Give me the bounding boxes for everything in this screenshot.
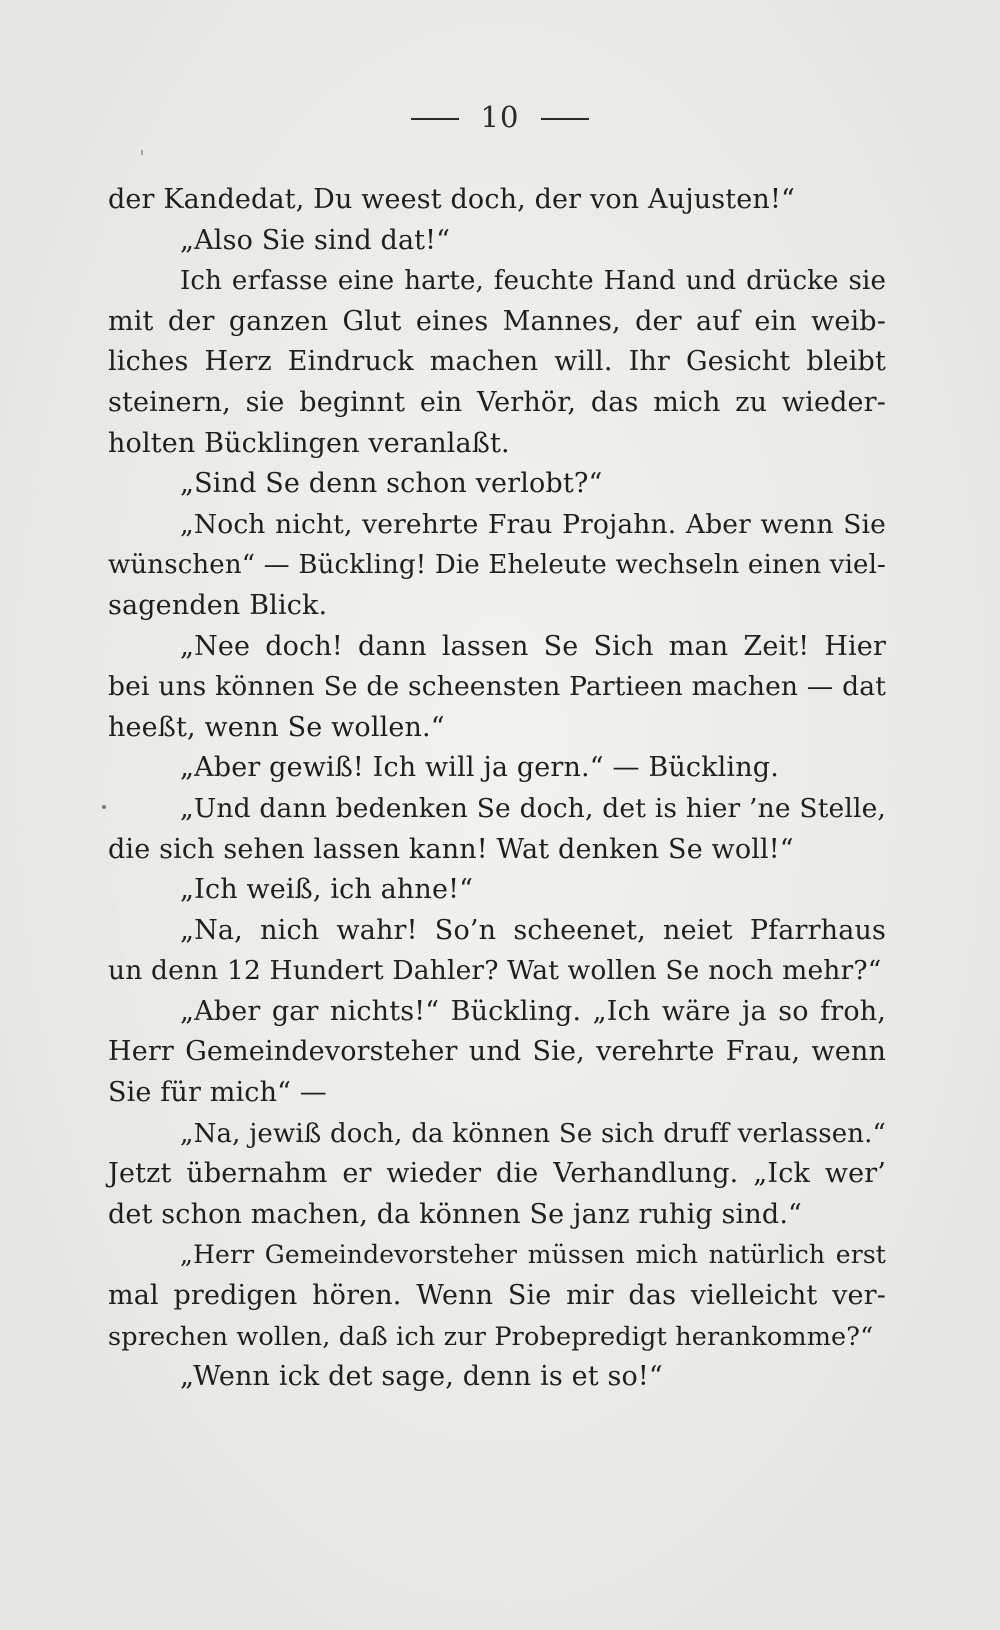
text-line: „Nee doch! dann lassen Se Sich man Zeit! Hier — [180, 630, 886, 662]
text-line: „Na, nich wahr! So’n scheenet, neiet Pfarrhaus — [180, 914, 886, 946]
page-number-header — [0, 100, 1000, 134]
text-line: „Also Sie sind dat!“ — [180, 224, 451, 256]
text-line: „Ich weiß, ich ahne!“ — [180, 874, 474, 906]
text-line: „Na, jewiß doch, da können Se sich druff verlassen.“ — [180, 1118, 886, 1149]
text-line: der Kandedat, Du weest doch, der von Aujusten!“ — [108, 184, 795, 215]
text-line: Ich erfasse eine harte, feuchte Hand und drücke sie — [180, 266, 886, 297]
text-line: „Und dann bedenken Se doch, det is hier ’ne Stelle, — [180, 792, 886, 824]
text-line: sagenden Blick. — [108, 589, 328, 621]
text-line: mit der ganzen Glut eines Mannes, der auf ein weib- — [108, 305, 886, 337]
text-line: die sich sehen lassen kann! Wat denken Se woll!“ — [108, 833, 794, 865]
paper-speck — [141, 150, 143, 155]
text-line: „Aber gar nichts!“ Bückling. „Ich wäre ja so froh, — [180, 995, 886, 1027]
text-line: „Aber gewiß! Ich will ja gern.“ — Bückling. — [180, 752, 779, 784]
text-line: steinern, sie beginnt ein Verhör, das mich zu wieder- — [108, 386, 886, 418]
right-dash — [541, 118, 589, 120]
text-line: wünschen“ — Bückling! Die Eheleute wechseln einen viel- — [108, 550, 886, 581]
text-line: Jetzt übernahm er wieder die Verhandlung. „Ick wer’ — [108, 1158, 886, 1190]
text-line: „Herr Gemeindevorsteher müssen mich natürlich erst — [180, 1240, 886, 1270]
text-line: un denn 12 Hundert Dahler? Wat wollen Se noch mehr?“ — [108, 955, 882, 987]
text-line: sprechen wollen, daß ich zur Probepredigt herankomme?“ — [108, 1321, 874, 1352]
text-line: „Sind Se denn schon verlobt?“ — [180, 468, 603, 500]
text-line: „Wenn ick det sage, denn is et so!“ — [180, 1361, 663, 1393]
body-text — [108, 180, 886, 1398]
text-line: liches Herz Eindruck machen will. Ihr Gesicht bleibt — [108, 346, 886, 378]
text-line: Sie für mich“ — — [108, 1077, 327, 1109]
text-line: „Noch nicht, verehrte Frau Projahn. Aber wenn Sie — [180, 508, 886, 540]
text-line: mal predigen hören. Wenn Sie mir das vielleicht ver- — [108, 1280, 886, 1312]
text-line: holten Bücklingen veranlaßt. — [108, 427, 510, 459]
text-line: bei uns können Se de scheensten Partieen machen — dat — [108, 671, 886, 703]
text-line: Herr Gemeindevorsteher und Sie, verehrte Frau, wenn — [108, 1036, 886, 1068]
margin-mark — [102, 805, 106, 809]
text-line: heeßt, wenn Se wollen.“ — [108, 711, 445, 743]
page-number: 10 — [480, 100, 520, 134]
left-dash — [411, 118, 459, 120]
text-line: det schon machen, da können Se janz ruhig sind.“ — [108, 1198, 802, 1230]
